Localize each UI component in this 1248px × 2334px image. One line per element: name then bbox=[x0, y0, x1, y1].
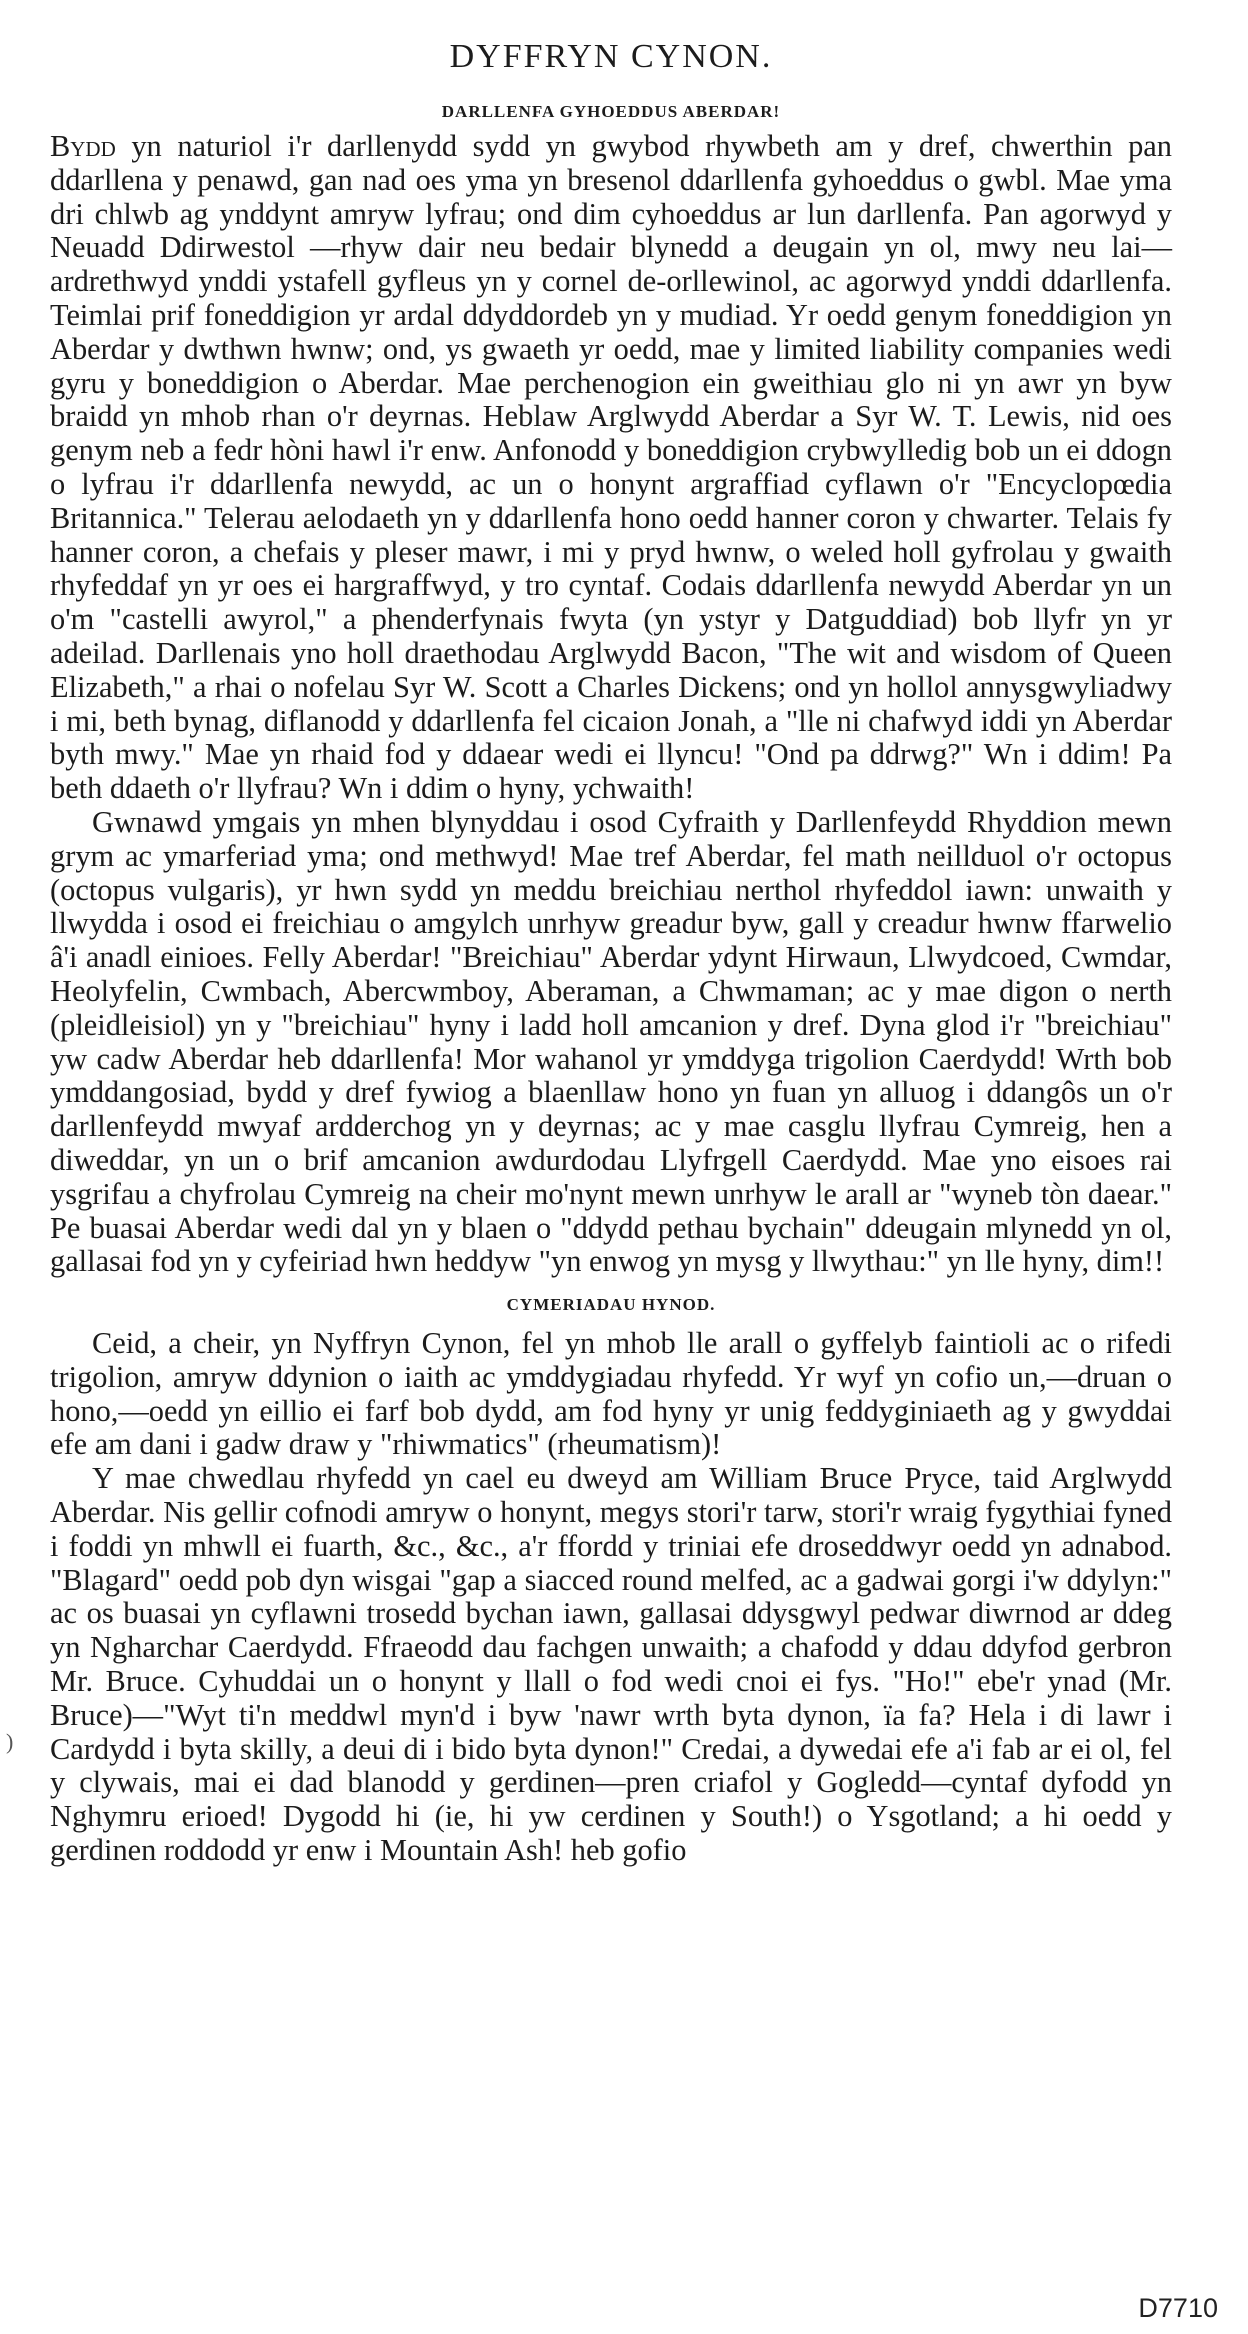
page-title: DYFFRYN CYNON. bbox=[449, 38, 773, 75]
margin-mark: ) bbox=[6, 1729, 14, 1754]
lead-word: Bydd bbox=[50, 129, 116, 163]
section-heading-library: DARLLENFA GYHOEDDUS ABERDAR! bbox=[441, 102, 781, 121]
paragraph-text: Ceid, a cheir, yn Nyffryn Cynon, fel yn mhob lle arall o gyffelyb faintioli ac o rifedi trigolion, amryw ddynion o iaith ac ymddygiadau rhyfedd. Yr wyf yn cofio un,—druan o hono,—oedd yn eillio ei farf bob dydd, am fod hyny yr unig feddyginiaeth ag y gwyddai efe am dani i gadw draw y "rhiwmatics" (rheumatism)! bbox=[50, 1326, 1172, 1462]
section-heading-characters: CYMERIADAU HYNOD. bbox=[506, 1295, 716, 1315]
paragraph-library-2 bbox=[50, 806, 1172, 1279]
document-page bbox=[50, 38, 1172, 1868]
paragraph-text: yn naturiol i'r darllenydd sydd yn gwybod rhywbeth am y dref, chwerthin pan ddarllena y penawd, gan nad oes yma yn bresenol ddarllenfa gyhoeddus o gwbl. Mae yma dri chlwb ag ynddynt amryw lyfrau; ond dim cyhoeddus ar lun darllenfa. Pan agorwyd y Neuadd Ddirwestol —rhyw dair neu bedair blynedd a deugain yn ol, mwy neu lai—ardrethwyd ynddi ystafell gyfleus yn y cornel de-orllewinol, ac agorwyd ynddi ddarllenfa. Teimlai prif foneddigion yr ardal ddyddordeb yn y mudiad. Yr oedd genym foneddigion yn Aberdar y dwthwn hwnw; ond, ys gwaeth yr oedd, mae y limited liability companies wedi gyru y boneddigion o Aberdar. Mae perchenogion ein gweithiau glo ni yn awr yn byw braidd yn mhob rhan o'r deyrnas. Heblaw Arglwydd Aberdar a Syr W. T. Lewis, nid oes genym neb a fedr hòni hawl i'r enw. Anfonodd y boneddigion crybwylledig bob un ei ddogn o lyfrau i'r ddarllenfa newydd, ac un o honynt argraffiad cyflawn o'r "Encyclopœdia Britannica." Telerau aelodaeth yn y ddarllenfa hono oedd hanner coron y chwarter. Telais fy hanner coron, a chefais y pleser mawr, i mi y pryd hwnw, o weled holl gyfrolau y gwaith rhyfeddaf yn yr oes ei hargraffwyd, y tro cyntaf. Codais ddarllenfa newydd Aberdar yn un o'm "castelli awyrol," a phenderfynais fwyta (yn ystyr y Datguddiad) bob llyfr yn yr adeilad. Darllenais yno holl draethodau Arglwydd Bacon, "The wit and wisdom of Queen Elizabeth," a rhai o nofelau Syr W. Scott a Charles Dickens; ond yn hollol annysgwyliadwy i mi, beth bynag, diflanodd y ddarllenfa fel cicaion Jonah, a "lle ni chafwyd iddi yn Aberdar byth mwy." Mae yn rhaid fod y ddaear wedi ei llyncu! "Ond pa ddrwg?" Wn i ddim! Pa beth ddaeth o'r llyfrau? Wn i ddim o hyny, ychwaith! bbox=[50, 129, 1172, 806]
paragraph-characters-1 bbox=[50, 1327, 1172, 1462]
paragraph-library-1 bbox=[50, 130, 1172, 806]
catalog-number: D7710 bbox=[1138, 2293, 1218, 2323]
paragraph-characters-2 bbox=[50, 1462, 1172, 1868]
paragraph-text: Y mae chwedlau rhyfedd yn cael eu dweyd am William Bruce Pryce, taid Arglwydd Aberdar. Nis gellir cofnodi amryw o honynt, megys stori'r tarw, stori'r wraig fygythiai fyned i foddi yn mhwll ei fuarth, &c., &c., a'r ffordd y triniai efe droseddwyr oedd yn adnabod. "Blagard" oedd pob dyn wisgai "gap a siacced round melfed, ac a gadwai gorgi i'w ddylyn:" ac os buasai yn cyflawni trosedd bychan iawn, gallasai ddysgwyl pedwar diwrnod ar ddeg yn Ngharchar Caerdydd. Ffraeodd dau fachgen unwaith; a chafodd y ddau ddyfod gerbron Mr. Bruce. Cyhuddai un o honynt y llall o fod wedi cnoi ei fys. "Ho!" ebe'r ynad (Mr. Bruce)—"Wyt ti'n meddwl myn'd i byw 'nawr wrth byta dynon, ïa fa? Hela i di lawr i Cardydd i byta skilly, a deui di i bido byta dynon!" Credai, a dywedai efe a'i fab ar ei ol, fel y clywais, mai ei dad blanodd y gerdinen—pren criafol y Gogledd—cyntaf dyfodd yn Nghymru erioed! Dygodd hi (ie, hi yw cerdinen y South!) o Ysgotland; a hi oedd y gerdinen roddodd yr enw i Mountain Ash! heb gofio bbox=[50, 1461, 1172, 1868]
paragraph-text: Gwnawd ymgais yn mhen blynyddau i osod Cyfraith y Darllenfeydd Rhyddion mewn grym ac ymarferiad yma; ond methwyd! Mae tref Aberdar, fel math neillduol o'r octopus (octopus vulgaris), yr hwn sydd yn meddu breichiau nerthol rhyfeddol iawn: unwaith y llwydda i osod ei freichiau o amgylch unrhyw greadur byw, gall y creadur hwnw ffarwelio â'i anadl einioes. Felly Aberdar! "Breichiau" Aberdar ydynt Hirwaun, Llwydcoed, Cwmdar, Heolyfelin, Cwmbach, Abercwmboy, Aberaman, a Chwmaman; ac y mae digon o nerth (pleidleisiol) yn y "breichiau" hyny i ladd holl amcanion y dref. Dyna glod i'r "breichiau" yw cadw Aberdar heb ddarllenfa! Mor wahanol yr ymddyga trigolion Caerdydd! Wrth bob ymddangosiad, bydd y dref fywiog a blaenllaw hono yn fuan yn alluog i ddangôs un o'r darllenfeydd mwyaf ardderchog yn y deyrnas; ac y mae casglu llyfrau Cymreig, hen a diweddar, yn un o brif amcanion awdurdodau Llyfrgell Caerdydd. Mae yno eisoes rai ysgrifau a chyfrolau Cymreig na cheir mo'nynt mewn unrhyw le arall ar "wyneb tòn daear." Pe buasai Aberdar wedi dal yn y blaen o "ddydd pethau bychain" ddeugain mlynedd yn ol, gallasai fod yn y cyfeiriad hwn heddyw "yn enwog yn mysg y llwythau:" yn lle hyny, dim!! bbox=[50, 804, 1172, 1279]
